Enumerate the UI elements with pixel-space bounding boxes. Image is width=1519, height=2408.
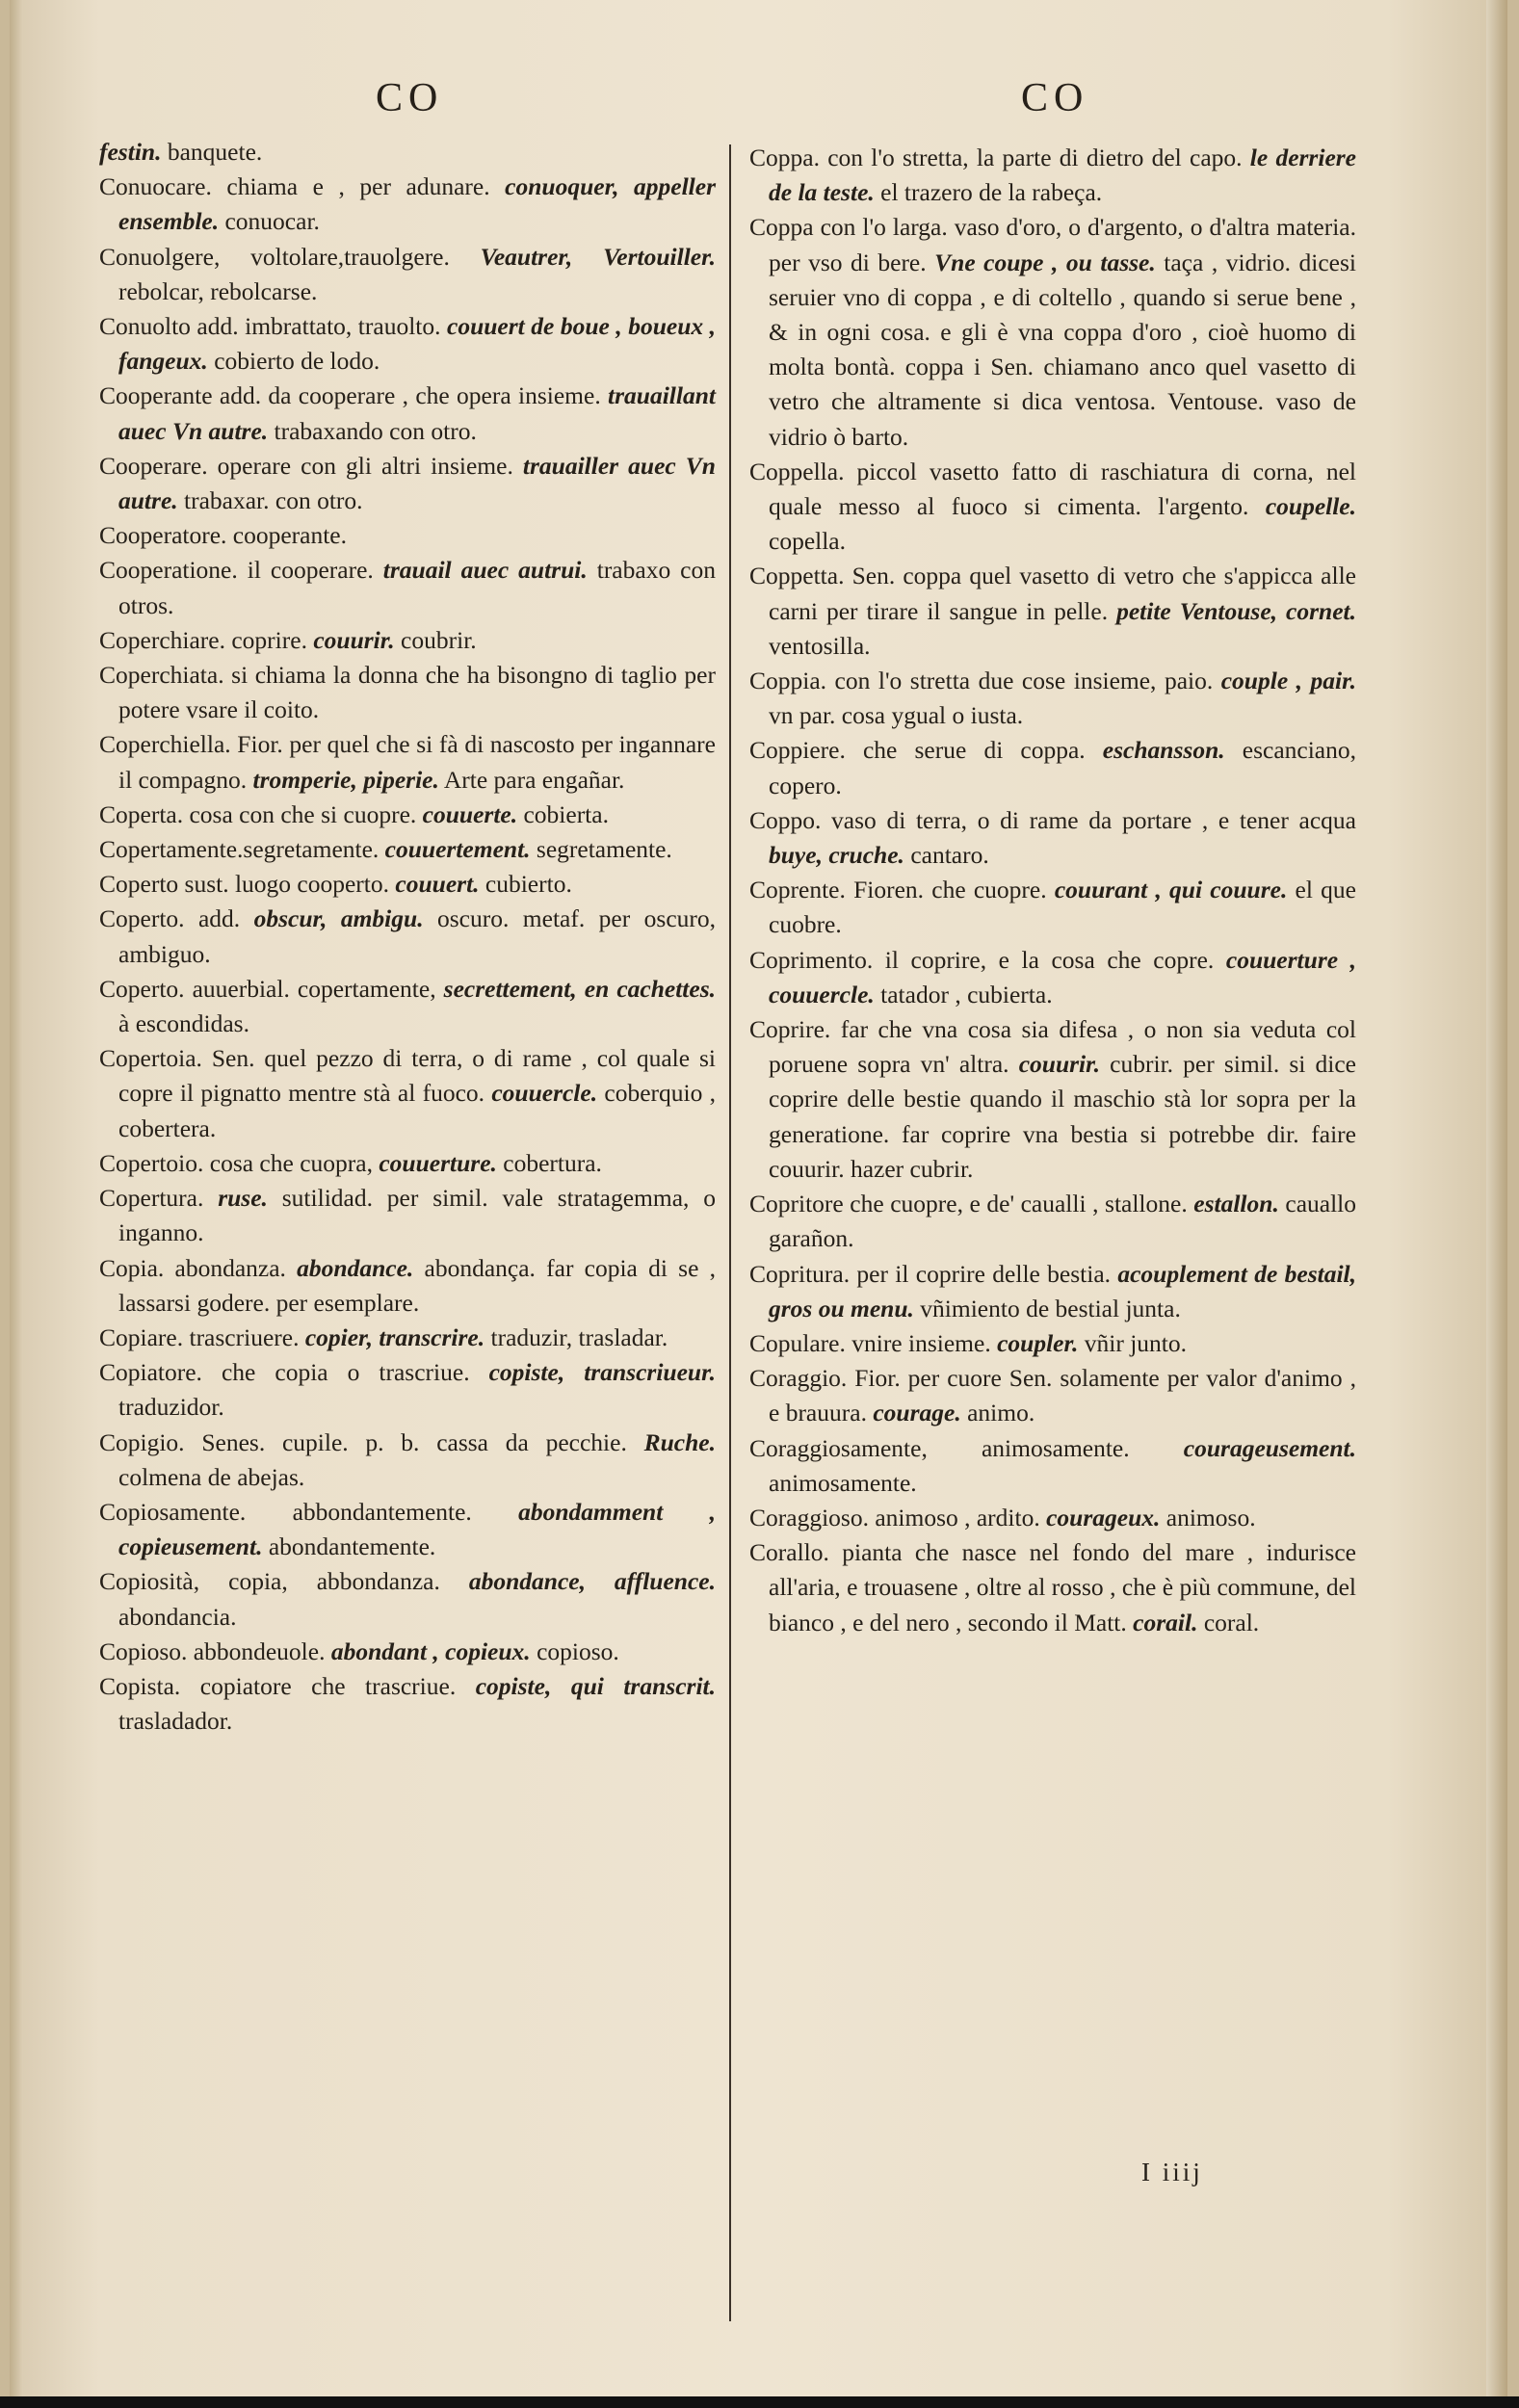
page-edge-shadow [1486,0,1507,2396]
scan-bottom-edge [0,2396,1519,2408]
entry-french: couuerte. [422,799,518,828]
entry-french: copiste, transcriueur. [488,1358,716,1387]
entry-translation: trabaxo con otros. [118,556,716,619]
entry-definition: add. [184,904,254,933]
entry-french: coupler. [997,1328,1079,1357]
entry-french: acouplement de bestail, gros ou menu. [769,1259,1357,1322]
entry-french: copier, transcrire. [304,1322,485,1351]
entry-definition: abbondantemente. [246,1497,519,1526]
dictionary-entry [99,972,716,1041]
entry-french: abondance, affluence. [468,1567,716,1596]
entry-translation: segretamente. [530,835,672,864]
entry-french: festin. [99,138,162,166]
entry-headword: Conuolto [99,312,191,341]
entry-definition: segretamente. [243,835,385,864]
dictionary-entry [749,1326,1356,1361]
dictionary-entry [99,449,716,518]
entry-french: coupelle. [1265,492,1356,521]
entry-definition: cosa con che si cuopre. [183,799,423,828]
dictionary-entry [99,1146,716,1181]
entry-definition: operare con gli altri insieme. [207,451,523,480]
entry-translation: copella. [769,527,846,556]
entry-translation: sutilidad. per simil. vale stratagemma, o inganno. [118,1184,716,1247]
entry-translation: el trazero de la rabeça. [874,178,1103,207]
entry-definition: copia, abbondanza. [199,1567,469,1596]
dictionary-entry [99,798,716,832]
entry-french: tromperie, piperie. [252,765,439,794]
column-divider [729,144,731,2321]
dictionary-entry [749,1501,1356,1535]
left-column [99,135,716,1739]
dictionary-entry [99,832,716,867]
dictionary-entry [749,141,1356,210]
entry-french: couurir. [313,625,395,654]
entry-french: ruse. [218,1184,268,1213]
entry-definition: si chiama la donna che ha bisongno di taglio per potere vsare il coito. [118,661,716,724]
entry-headword: Coperto [99,870,179,899]
entry-headword: Copertoio. [99,1148,204,1177]
entry-headword: Copritura. [749,1259,851,1288]
entry-translation: rebolcar, rebolcarse. [118,276,318,305]
entry-definition: che cuopre, e de' caualli , stallone. [843,1190,1194,1218]
entry-definition: chiama e , per adunare. [211,172,506,201]
entry-headword: Coraggiosamente, [749,1433,928,1462]
running-head-left: CO [376,76,444,120]
entry-french: abondamment , copieusement. [118,1497,716,1561]
entry-french: couuerture , couuercle. [769,945,1356,1008]
entry-definition: Fior. per cuore Sen. solamente per valor d'animo , e brauura. [769,1364,1356,1427]
entry-translation: trabaxando con otro. [268,416,477,445]
dictionary-entry [99,1564,716,1634]
dictionary-entry [749,1535,1356,1640]
entry-french: Vne coupe , ou tasse. [934,248,1156,276]
entry-headword: Coraggio. [749,1364,848,1393]
entry-french: petite Ventouse, cornet. [1116,596,1356,625]
entry-headword: Copertura. [99,1184,204,1213]
entry-french: Veautrer, Vertouiller. [480,242,716,271]
entry-definition: per il coprire delle bestia. [850,1259,1118,1288]
dictionary-entry [99,623,716,658]
entry-definition: abondanza. [164,1253,298,1282]
dictionary-entry [99,240,716,309]
entry-headword: Coppella. [749,457,845,485]
entry-french: copiste, qui transcrit. [475,1671,716,1700]
entry-translation: vñimiento de bestial junta. [913,1294,1181,1322]
dictionary-entry [99,1041,716,1146]
entry-translation: cobertura. [496,1148,602,1177]
entry-definition: pianta che nasce nel fondo del mare , indurisce all'aria, e trouasene , oltre al rosso , che è più commune, del bianco , e del nero , secondo il Matt. [769,1538,1356,1636]
entry-headword: Copritore [749,1190,844,1218]
dictionary-entry [749,1012,1356,1187]
dictionary-entry [749,664,1356,733]
entry-translation: animo. [960,1399,1035,1427]
entry-headword: Coperchiare. [99,625,225,654]
entry-translation: escanciano, copero. [769,736,1356,799]
entry-definition: add. imbrattato, trauolto. [190,312,447,341]
entry-translation: cantaro. [904,841,989,870]
entry-translation: coubrir. [394,625,477,654]
entry-headword: Copista. [99,1671,181,1700]
dictionary-entry [749,210,1356,454]
entry-translation: trabaxar. con otro. [177,486,363,515]
dictionary-entry [99,1181,716,1250]
dictionary-entry [99,1251,716,1321]
entry-definition: Fioren. che cuopre. [845,876,1055,904]
entry-definition: Sen. coppa quel vasetto di vetro che s'appicca alle carni per tirare il sangue in pelle. [769,562,1356,625]
dictionary-entry [749,943,1356,1012]
entry-definition: cooperante. [226,521,348,550]
entry-french: couple , pair. [1220,667,1356,695]
entry-definition: voltolare,trauolgere. [220,242,481,271]
dictionary-entry [99,1426,716,1495]
dictionary-entry [99,1321,716,1355]
entry-headword: Coprire. [749,1015,831,1044]
entry-definition: far che vna cosa sia difesa , o non sia veduta col poruene sopra vn' altra. [769,1015,1356,1079]
dictionary-entry [99,379,716,448]
dictionary-entry [99,1669,716,1739]
entry-french: corail. [1133,1608,1198,1636]
entry-definition: Sen. quel pezzo di terra, o di rame , col quale si copre il pignatto mentre stà al fuoco. [118,1044,716,1108]
entry-headword: Coprente. [749,876,846,904]
entry-definition: piccol vasetto fatto di raschiatura di corna, nel quale messo al fuoco si cimenta. l'argento. [769,457,1356,521]
entry-headword: Cooperatione. [99,556,238,585]
dictionary-entry [99,1355,716,1425]
entry-translation: el que cuobre. [769,876,1356,939]
entry-french: couuerture. [379,1148,497,1177]
entry-headword: Cooperare. [99,451,208,480]
entry-french: le derriere de la teste. [769,144,1356,207]
entry-translation: animosamente. [769,1468,917,1497]
entry-translation: abondantemente. [262,1532,436,1561]
dictionary-entry [749,1187,1356,1256]
entry-headword: Copertoia. [99,1044,202,1073]
entry-headword: Copiosità, [99,1567,200,1596]
entry-definition: che copia o trascriue. [201,1358,489,1387]
entry-headword: Cooperatore. [99,521,227,550]
entry-translation: cobierto de lodo. [207,347,380,376]
entry-headword: Corallo. [749,1538,829,1567]
dictionary-entry [99,1495,716,1564]
signature-mark: I iiij [1141,2158,1203,2186]
dictionary-page [10,0,1507,2396]
entry-headword: Coprimento. [749,945,874,974]
entry-french: couuert. [395,870,480,899]
entry-definition: animosamente. [927,1433,1184,1462]
entry-translation: cobierta. [517,799,609,828]
entry-headword: Copia. [99,1253,165,1282]
entry-french: couurant , qui couure. [1054,876,1288,904]
entry-translation: animoso. [1160,1503,1256,1531]
dictionary-entry [99,170,716,239]
entry-headword: Coperchiella. [99,730,231,759]
entry-headword: Copiatore. [99,1358,202,1387]
entry-french: trauaillant auec Vn autre. [118,381,716,445]
dictionary-entry [749,803,1356,873]
entry-definition: abbondeuole. [187,1636,331,1665]
entry-headword: Coppa. [749,144,820,171]
entry-translation: tatador , cubierta. [874,980,1053,1008]
entry-definition: Senes. cupile. p. b. cassa da pecchie. [184,1427,644,1456]
entry-headword: Copertamente. [99,835,244,864]
entry-translation: taça , vidrio. dicesi seruier vno di coppa , e di coltello , quando si serue bene , & in ogni cosa. e gli è vna coppa d'oro , cioè huomo di molta bontà. coppa i Sen. chiamano anco quel vasetto di vetro che altramente si dica ventosa. Ventouse. vaso de vidrio ò barto. [769,248,1357,451]
dictionary-entry [99,1635,716,1669]
dictionary-entry [99,902,716,971]
dictionary-entry [749,455,1356,560]
entry-translation: coberquio , cobertera. [118,1079,716,1142]
entry-translation: traduzir, trasladar. [485,1322,668,1351]
entry-headword: Coperta. [99,799,184,828]
entry-french: courageusement. [1183,1433,1356,1462]
entry-headword: Conuolgere, [99,242,221,271]
entry-definition: con l'o stretta due cose insieme, paio. [826,667,1221,695]
entry-translation: colmena de abejas. [118,1462,305,1491]
entry-definition: che serue di coppa. [845,736,1103,765]
entry-translation: cauallo garañon. [769,1190,1356,1253]
entry-french: couurir. [1018,1050,1101,1079]
dictionary-entry [99,658,716,727]
entry-french: couuercle. [491,1079,598,1108]
dictionary-entry [749,1361,1356,1430]
dictionary-entry [749,1257,1356,1326]
dictionary-entry [749,873,1356,942]
entry-translation: banquete. [161,138,263,166]
entry-definition: vaso di terra, o di rame da portare , e tener acqua [821,805,1356,834]
entry-french: conuoquer, appeller ensemble. [118,172,716,236]
page-gutter-shadow [10,0,23,2396]
entry-headword: Copigio. [99,1427,185,1456]
right-column [749,141,1356,1640]
entry-headword: Coppia. [749,667,827,695]
entry-french: couuert de boue , boueux , fangeux. [118,312,716,376]
entry-translation: vñir junto. [1078,1328,1187,1357]
entry-headword: Coppetta. [749,562,845,590]
entry-headword: Coppa [749,213,814,242]
entry-french: trauail auec autrui. [382,556,588,585]
entry-translation: à escondidas. [118,1009,249,1038]
entry-definition: animoso , ardito. [868,1503,1047,1531]
entry-definition: con l'o larga. vaso d'oro, o d'argento, o d'altra materia. per vso di bere. [769,213,1356,276]
entry-definition: auuerbial. copertamente, [184,974,444,1003]
entry-translation: oscuro. metaf. per oscuro, ambiguo. [118,904,717,968]
entry-translation: Arte para engañar. [438,765,625,794]
entry-french: abondance. [297,1253,414,1282]
entry-french: obscur, ambigu. [253,904,424,933]
dictionary-entry [99,867,716,902]
dictionary-entry [99,553,716,622]
entry-headword: Coperchiata. [99,661,224,690]
dictionary-entry [99,135,716,170]
entry-french: Ruche. [643,1427,716,1456]
entry-translation: ventosilla. [769,631,871,660]
entry-french: courage. [873,1399,961,1427]
entry-definition: sust. luogo cooperto. [178,870,396,899]
entry-definition: cosa che cuopra, [203,1148,380,1177]
entry-headword: Coppiere. [749,736,846,765]
entry-headword: Copiare. [99,1322,184,1351]
running-head-right: CO [1021,76,1089,120]
entry-definition: vnire insieme. [845,1328,998,1357]
entry-definition [203,1184,218,1212]
dictionary-entry [99,518,716,553]
entry-translation: cubrir. per simil. si dice coprire delle bestie quando il maschio stà lor sopra per la generatione. far coprire vna bestia si potrebbe dir. faire couurir. hazer cubrir. [769,1050,1356,1183]
dictionary-entry [749,559,1356,664]
entry-definition: il coprire, e la cosa che copre. [873,945,1226,974]
entry-translation: abondancia. [118,1602,237,1631]
entry-french: buye, cruche. [769,841,904,870]
entry-french: eschansson. [1102,736,1225,765]
entry-french: couuertement. [384,835,531,864]
entry-translation: copioso. [530,1636,619,1665]
entry-translation: trasladador. [118,1707,233,1736]
entry-definition: con l'o stretta, la parte di dietro del capo. [819,144,1250,171]
entry-headword: Copiosamente. [99,1497,247,1526]
entry-french: trauailler auec Vn autre. [118,451,716,515]
entry-translation: coral. [1197,1608,1260,1636]
entry-french: courageux. [1046,1503,1161,1531]
entry-headword: Coperto. [99,974,185,1003]
entry-definition: trascriuere. [183,1322,305,1351]
dictionary-entry [749,733,1356,802]
entry-definition: add. da cooperare , che opera insieme. [212,381,609,410]
dictionary-entry [99,309,716,379]
entry-definition: il cooperare. [237,556,383,585]
entry-french: secrettement, en cachettes. [443,974,716,1003]
entry-translation: abondança. far copia di se , lassarsi godere. per esemplare. [118,1253,717,1317]
entry-translation: conuocar. [219,207,320,236]
entry-translation: traduzidor. [118,1393,224,1422]
entry-french: estallon. [1193,1190,1279,1218]
entry-french: abondant , copieux. [330,1636,531,1665]
entry-headword: Coperto. [99,904,185,933]
entry-headword: Coppo. [749,805,822,834]
entry-definition: copiatore che trascriue. [180,1671,476,1700]
entry-headword: Cooperante [99,381,213,410]
entry-translation: vn par. cosa ygual o iusta. [769,701,1024,730]
entry-headword: Copioso. [99,1636,188,1665]
entry-translation: cubierto. [479,870,572,899]
dictionary-entry [749,1431,1356,1501]
entry-definition: Fior. per quel che si fà di nascosto per ingannare il compagno. [118,730,716,794]
entry-headword: Coraggioso. [749,1503,869,1531]
entry-definition: coprire. [224,625,314,654]
entry-headword: Conuocare. [99,172,212,201]
entry-headword: Copulare. [749,1328,846,1357]
dictionary-entry [99,727,716,797]
